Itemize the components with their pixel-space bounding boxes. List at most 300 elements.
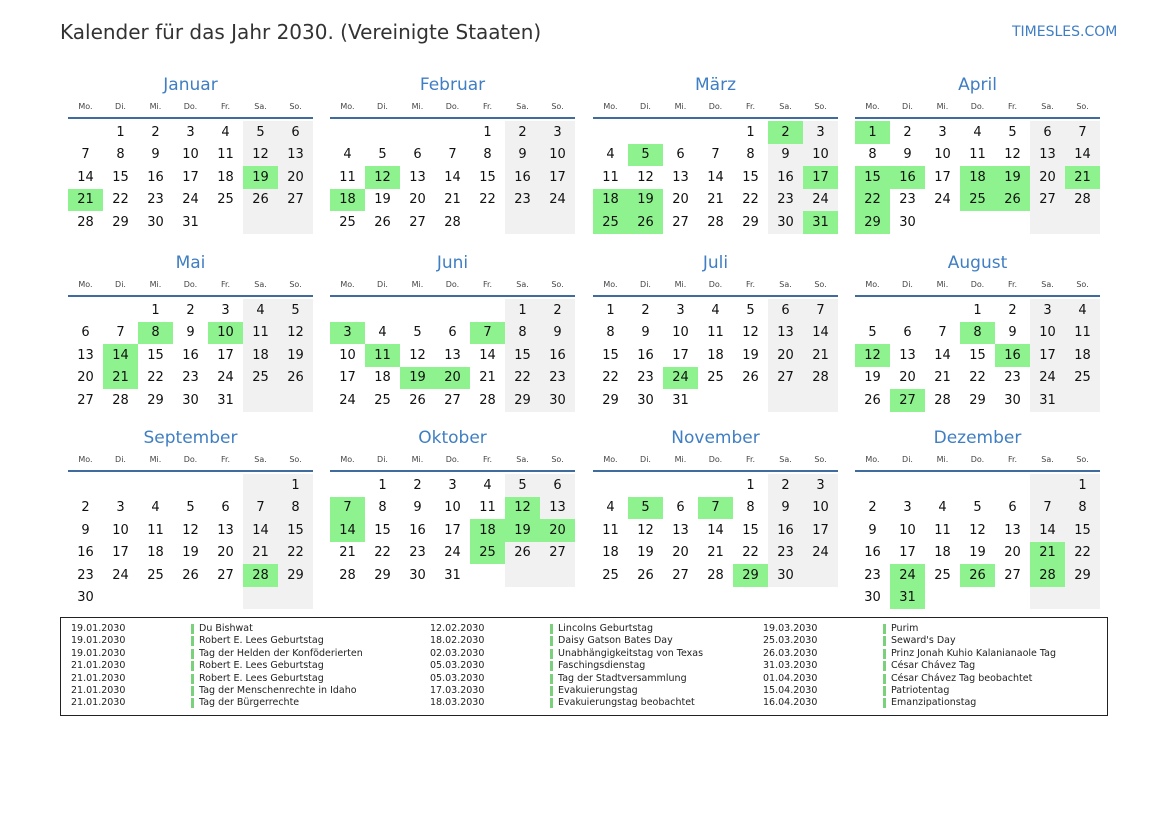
day-cell[interactable]: 24 <box>803 189 838 212</box>
day-cell[interactable]: 24 <box>182 192 199 208</box>
day-cell[interactable]: 2 <box>540 299 575 322</box>
day-cell[interactable]: 23 <box>768 189 803 212</box>
day-cell[interactable]: 21 <box>68 189 103 212</box>
day-cell[interactable]: 5 <box>973 500 982 516</box>
day-cell[interactable]: 7 <box>711 147 720 163</box>
day-cell[interactable]: 11 <box>1065 322 1100 345</box>
day-cell[interactable]: 25 <box>1065 367 1100 390</box>
day-cell[interactable]: 13 <box>444 347 461 363</box>
day-cell[interactable]: 9 <box>151 147 160 163</box>
day-cell[interactable]: 13 <box>672 169 689 185</box>
day-cell[interactable]: 12 <box>182 522 199 538</box>
day-cell[interactable]: 26 <box>278 367 313 390</box>
day-cell[interactable]: 18 <box>593 189 628 212</box>
day-cell[interactable]: 5 <box>746 302 755 318</box>
day-cell[interactable]: 2 <box>81 500 90 516</box>
day-cell[interactable]: 8 <box>746 500 755 516</box>
day-cell[interactable]: 22 <box>602 370 619 386</box>
day-cell[interactable]: 17 <box>899 545 916 561</box>
day-cell[interactable]: 21 <box>707 192 724 208</box>
day-cell[interactable]: 18 <box>470 519 505 542</box>
day-cell[interactable]: 12 <box>243 144 278 167</box>
day-cell[interactable]: 20 <box>435 367 470 390</box>
day-cell[interactable]: 10 <box>112 522 129 538</box>
day-cell[interactable]: 16 <box>182 347 199 363</box>
day-cell[interactable]: 2 <box>641 302 650 318</box>
day-cell[interactable]: 28 <box>77 214 94 230</box>
day-cell[interactable]: 29 <box>742 214 759 230</box>
day-cell[interactable]: 6 <box>81 325 90 341</box>
day-cell[interactable]: 31 <box>803 211 838 234</box>
day-cell[interactable]: 8 <box>606 325 615 341</box>
day-cell[interactable]: 24 <box>890 564 925 587</box>
day-cell[interactable]: 30 <box>77 590 94 606</box>
day-cell[interactable]: 26 <box>628 211 663 234</box>
day-cell[interactable]: 3 <box>221 302 230 318</box>
day-cell[interactable]: 16 <box>768 519 803 542</box>
day-cell[interactable]: 25 <box>339 214 356 230</box>
day-cell[interactable]: 6 <box>1008 500 1017 516</box>
day-cell[interactable]: 20 <box>768 344 803 367</box>
day-cell[interactable]: 19 <box>400 367 435 390</box>
day-cell[interactable]: 24 <box>934 192 951 208</box>
brand-link[interactable]: TIMESLES.COM <box>1012 24 1118 40</box>
day-cell[interactable]: 7 <box>470 322 505 345</box>
day-cell[interactable]: 21 <box>243 542 278 565</box>
day-cell[interactable]: 18 <box>374 370 391 386</box>
day-cell[interactable]: 14 <box>330 519 365 542</box>
day-cell[interactable]: 6 <box>903 325 912 341</box>
day-cell[interactable]: 8 <box>116 147 125 163</box>
day-cell[interactable]: 13 <box>540 497 575 520</box>
day-cell[interactable]: 25 <box>374 392 391 408</box>
day-cell[interactable]: 28 <box>479 392 496 408</box>
day-cell[interactable]: 25 <box>602 567 619 583</box>
day-cell[interactable]: 12 <box>969 522 986 538</box>
day-cell[interactable]: 11 <box>969 147 986 163</box>
day-cell[interactable]: 10 <box>803 497 838 520</box>
day-cell[interactable]: 1 <box>606 302 615 318</box>
day-cell[interactable]: 26 <box>243 189 278 212</box>
day-cell[interactable]: 28 <box>707 214 724 230</box>
day-cell[interactable]: 30 <box>637 392 654 408</box>
day-cell[interactable]: 24 <box>803 542 838 565</box>
day-cell[interactable]: 19 <box>637 545 654 561</box>
day-cell[interactable]: 16 <box>768 166 803 189</box>
day-cell[interactable]: 27 <box>672 214 689 230</box>
day-cell[interactable]: 16 <box>540 344 575 367</box>
day-cell[interactable]: 4 <box>243 299 278 322</box>
day-cell[interactable]: 1 <box>378 477 387 493</box>
day-cell[interactable]: 13 <box>899 347 916 363</box>
day-cell[interactable]: 25 <box>707 370 724 386</box>
day-cell[interactable]: 2 <box>413 477 422 493</box>
day-cell[interactable]: 13 <box>1004 522 1021 538</box>
day-cell[interactable]: 18 <box>217 169 234 185</box>
day-cell[interactable]: 9 <box>413 500 422 516</box>
day-cell[interactable]: 10 <box>208 322 243 345</box>
day-cell[interactable]: 5 <box>868 325 877 341</box>
day-cell[interactable]: 28 <box>1030 564 1065 587</box>
day-cell[interactable]: 2 <box>868 500 877 516</box>
day-cell[interactable]: 19 <box>505 519 540 542</box>
day-cell[interactable]: 17 <box>112 545 129 561</box>
day-cell[interactable]: 30 <box>182 392 199 408</box>
day-cell[interactable]: 17 <box>540 166 575 189</box>
day-cell[interactable]: 4 <box>483 477 492 493</box>
day-cell[interactable]: 28 <box>803 367 838 390</box>
day-cell[interactable]: 15 <box>602 347 619 363</box>
day-cell[interactable]: 28 <box>112 392 129 408</box>
day-cell[interactable]: 5 <box>413 325 422 341</box>
day-cell[interactable]: 4 <box>606 147 615 163</box>
day-cell[interactable]: 1 <box>746 124 755 140</box>
day-cell[interactable]: 5 <box>628 144 663 167</box>
day-cell[interactable]: 7 <box>1030 497 1065 520</box>
day-cell[interactable]: 18 <box>934 545 951 561</box>
day-cell[interactable]: 6 <box>413 147 422 163</box>
day-cell[interactable]: 15 <box>479 169 496 185</box>
day-cell[interactable]: 30 <box>864 590 881 606</box>
day-cell[interactable]: 26 <box>409 392 426 408</box>
day-cell[interactable]: 20 <box>77 370 94 386</box>
day-cell[interactable]: 22 <box>855 189 890 212</box>
day-cell[interactable]: 27 <box>278 189 313 212</box>
day-cell[interactable]: 8 <box>378 500 387 516</box>
day-cell[interactable]: 29 <box>733 564 768 587</box>
day-cell[interactable]: 28 <box>1065 189 1100 212</box>
day-cell[interactable]: 3 <box>330 322 365 345</box>
day-cell[interactable]: 29 <box>112 214 129 230</box>
day-cell[interactable]: 15 <box>278 519 313 542</box>
day-cell[interactable]: 15 <box>505 344 540 367</box>
day-cell[interactable]: 2 <box>768 121 803 144</box>
day-cell[interactable]: 25 <box>147 567 164 583</box>
day-cell[interactable]: 26 <box>505 542 540 565</box>
day-cell[interactable]: 11 <box>217 147 234 163</box>
day-cell[interactable]: 17 <box>217 347 234 363</box>
day-cell[interactable]: 5 <box>628 497 663 520</box>
day-cell[interactable]: 29 <box>278 564 313 587</box>
day-cell[interactable]: 14 <box>934 347 951 363</box>
day-cell[interactable]: 13 <box>672 522 689 538</box>
day-cell[interactable]: 5 <box>278 299 313 322</box>
day-cell[interactable]: 26 <box>374 214 391 230</box>
day-cell[interactable]: 20 <box>540 519 575 542</box>
day-cell[interactable]: 1 <box>1065 474 1100 497</box>
day-cell[interactable]: 4 <box>711 302 720 318</box>
day-cell[interactable]: 21 <box>1065 166 1100 189</box>
day-cell[interactable]: 18 <box>1065 344 1100 367</box>
day-cell[interactable]: 25 <box>217 192 234 208</box>
day-cell[interactable]: 15 <box>374 522 391 538</box>
day-cell[interactable]: 13 <box>217 522 234 538</box>
day-cell[interactable]: 26 <box>182 567 199 583</box>
day-cell[interactable]: 18 <box>243 344 278 367</box>
day-cell[interactable]: 8 <box>746 147 755 163</box>
day-cell[interactable]: 30 <box>1004 392 1021 408</box>
day-cell[interactable]: 20 <box>409 192 426 208</box>
day-cell[interactable]: 5 <box>505 474 540 497</box>
day-cell[interactable]: 5 <box>243 121 278 144</box>
day-cell[interactable]: 24 <box>112 567 129 583</box>
day-cell[interactable]: 2 <box>186 302 195 318</box>
day-cell[interactable]: 11 <box>339 169 356 185</box>
day-cell[interactable]: 22 <box>969 370 986 386</box>
day-cell[interactable]: 1 <box>116 124 125 140</box>
day-cell[interactable]: 17 <box>182 169 199 185</box>
day-cell[interactable]: 4 <box>938 500 947 516</box>
day-cell[interactable]: 4 <box>378 325 387 341</box>
day-cell[interactable]: 17 <box>444 522 461 538</box>
day-cell[interactable]: 19 <box>628 189 663 212</box>
day-cell[interactable]: 20 <box>1030 166 1065 189</box>
day-cell[interactable]: 11 <box>147 522 164 538</box>
day-cell[interactable]: 15 <box>855 166 890 189</box>
day-cell[interactable]: 31 <box>672 392 689 408</box>
day-cell[interactable]: 17 <box>1030 344 1065 367</box>
day-cell[interactable]: 3 <box>186 124 195 140</box>
day-cell[interactable]: 27 <box>890 389 925 412</box>
day-cell[interactable]: 31 <box>1030 389 1065 412</box>
day-cell[interactable]: 16 <box>147 169 164 185</box>
day-cell[interactable]: 1 <box>278 474 313 497</box>
day-cell[interactable]: 8 <box>505 322 540 345</box>
day-cell[interactable]: 24 <box>1030 367 1065 390</box>
day-cell[interactable]: 20 <box>217 545 234 561</box>
day-cell[interactable]: 10 <box>540 144 575 167</box>
day-cell[interactable]: 21 <box>479 370 496 386</box>
day-cell[interactable]: 15 <box>112 169 129 185</box>
day-cell[interactable]: 27 <box>1030 189 1065 212</box>
day-cell[interactable]: 29 <box>147 392 164 408</box>
day-cell[interactable]: 6 <box>278 121 313 144</box>
day-cell[interactable]: 28 <box>707 567 724 583</box>
day-cell[interactable]: 14 <box>444 169 461 185</box>
day-cell[interactable]: 7 <box>116 325 125 341</box>
day-cell[interactable]: 15 <box>147 347 164 363</box>
day-cell[interactable]: 17 <box>672 347 689 363</box>
day-cell[interactable]: 10 <box>339 347 356 363</box>
day-cell[interactable]: 3 <box>903 500 912 516</box>
day-cell[interactable]: 15 <box>742 522 759 538</box>
day-cell[interactable]: 23 <box>147 192 164 208</box>
day-cell[interactable]: 29 <box>1065 564 1100 587</box>
day-cell[interactable]: 15 <box>1065 519 1100 542</box>
day-cell[interactable]: 30 <box>540 389 575 412</box>
day-cell[interactable]: 10 <box>444 500 461 516</box>
day-cell[interactable]: 24 <box>540 189 575 212</box>
day-cell[interactable]: 10 <box>899 522 916 538</box>
day-cell[interactable]: 16 <box>505 166 540 189</box>
day-cell[interactable]: 9 <box>768 144 803 167</box>
day-cell[interactable]: 23 <box>1004 370 1021 386</box>
day-cell[interactable]: 7 <box>330 497 365 520</box>
day-cell[interactable]: 11 <box>602 169 619 185</box>
day-cell[interactable]: 3 <box>803 121 838 144</box>
day-cell[interactable]: 25 <box>934 567 951 583</box>
day-cell[interactable]: 12 <box>742 325 759 341</box>
day-cell[interactable]: 1 <box>505 299 540 322</box>
day-cell[interactable]: 30 <box>768 564 803 587</box>
day-cell[interactable]: 13 <box>1030 144 1065 167</box>
day-cell[interactable]: 10 <box>934 147 951 163</box>
day-cell[interactable]: 14 <box>1030 519 1065 542</box>
day-cell[interactable]: 19 <box>969 545 986 561</box>
day-cell[interactable]: 6 <box>448 325 457 341</box>
day-cell[interactable]: 2 <box>505 121 540 144</box>
day-cell[interactable]: 22 <box>112 192 129 208</box>
day-cell[interactable]: 21 <box>339 545 356 561</box>
day-cell[interactable]: 3 <box>1030 299 1065 322</box>
day-cell[interactable]: 11 <box>934 522 951 538</box>
day-cell[interactable]: 3 <box>540 121 575 144</box>
day-cell[interactable]: 9 <box>868 522 877 538</box>
day-cell[interactable]: 20 <box>278 166 313 189</box>
day-cell[interactable]: 29 <box>602 392 619 408</box>
day-cell[interactable]: 19 <box>742 347 759 363</box>
day-cell[interactable]: 31 <box>217 392 234 408</box>
day-cell[interactable]: 14 <box>707 522 724 538</box>
day-cell[interactable]: 20 <box>1004 545 1021 561</box>
day-cell[interactable]: 25 <box>593 211 628 234</box>
day-cell[interactable]: 10 <box>672 325 689 341</box>
day-cell[interactable]: 23 <box>540 367 575 390</box>
day-cell[interactable]: 25 <box>243 367 278 390</box>
day-cell[interactable]: 5 <box>378 147 387 163</box>
day-cell[interactable]: 8 <box>278 497 313 520</box>
day-cell[interactable]: 6 <box>676 500 685 516</box>
day-cell[interactable]: 30 <box>768 211 803 234</box>
day-cell[interactable]: 4 <box>343 147 352 163</box>
day-cell[interactable]: 21 <box>444 192 461 208</box>
day-cell[interactable]: 22 <box>278 542 313 565</box>
day-cell[interactable]: 22 <box>479 192 496 208</box>
day-cell[interactable]: 4 <box>973 124 982 140</box>
day-cell[interactable]: 21 <box>103 367 138 390</box>
day-cell[interactable]: 8 <box>1065 497 1100 520</box>
day-cell[interactable]: 16 <box>77 545 94 561</box>
day-cell[interactable]: 22 <box>147 370 164 386</box>
day-cell[interactable]: 29 <box>969 392 986 408</box>
day-cell[interactable]: 9 <box>505 144 540 167</box>
day-cell[interactable]: 22 <box>742 545 759 561</box>
day-cell[interactable]: 13 <box>768 322 803 345</box>
day-cell[interactable]: 5 <box>1008 124 1017 140</box>
day-cell[interactable]: 23 <box>864 567 881 583</box>
day-cell[interactable]: 27 <box>77 392 94 408</box>
day-cell[interactable]: 27 <box>409 214 426 230</box>
day-cell[interactable]: 7 <box>803 299 838 322</box>
day-cell[interactable]: 18 <box>602 545 619 561</box>
day-cell[interactable]: 12 <box>365 166 400 189</box>
day-cell[interactable]: 13 <box>77 347 94 363</box>
day-cell[interactable]: 8 <box>138 322 173 345</box>
day-cell[interactable]: 13 <box>409 169 426 185</box>
day-cell[interactable]: 12 <box>278 322 313 345</box>
day-cell[interactable]: 21 <box>707 545 724 561</box>
day-cell[interactable]: 1 <box>151 302 160 318</box>
day-cell[interactable]: 8 <box>960 322 995 345</box>
day-cell[interactable]: 22 <box>505 367 540 390</box>
day-cell[interactable]: 8 <box>483 147 492 163</box>
day-cell[interactable]: 12 <box>637 169 654 185</box>
day-cell[interactable]: 12 <box>637 522 654 538</box>
day-cell[interactable]: 24 <box>339 392 356 408</box>
day-cell[interactable]: 16 <box>864 545 881 561</box>
day-cell[interactable]: 2 <box>903 124 912 140</box>
day-cell[interactable]: 25 <box>960 189 995 212</box>
day-cell[interactable]: 6 <box>221 500 230 516</box>
day-cell[interactable]: 2 <box>151 124 160 140</box>
day-cell[interactable]: 27 <box>540 542 575 565</box>
day-cell[interactable]: 14 <box>243 519 278 542</box>
day-cell[interactable]: 28 <box>339 567 356 583</box>
day-cell[interactable]: 3 <box>116 500 125 516</box>
day-cell[interactable]: 11 <box>479 500 496 516</box>
day-cell[interactable]: 14 <box>479 347 496 363</box>
day-cell[interactable]: 23 <box>768 542 803 565</box>
day-cell[interactable]: 12 <box>409 347 426 363</box>
day-cell[interactable]: 26 <box>742 370 759 386</box>
day-cell[interactable]: 23 <box>637 370 654 386</box>
day-cell[interactable]: 9 <box>641 325 650 341</box>
day-cell[interactable]: 2 <box>1008 302 1017 318</box>
day-cell[interactable]: 5 <box>186 500 195 516</box>
day-cell[interactable]: 27 <box>768 367 803 390</box>
day-cell[interactable]: 23 <box>899 192 916 208</box>
day-cell[interactable]: 12 <box>505 497 540 520</box>
day-cell[interactable]: 1 <box>746 477 755 493</box>
day-cell[interactable]: 14 <box>77 169 94 185</box>
day-cell[interactable]: 3 <box>676 302 685 318</box>
day-cell[interactable]: 30 <box>899 214 916 230</box>
day-cell[interactable]: 21 <box>1030 542 1065 565</box>
day-cell[interactable]: 26 <box>864 392 881 408</box>
day-cell[interactable]: 20 <box>672 545 689 561</box>
day-cell[interactable]: 22 <box>742 192 759 208</box>
day-cell[interactable]: 22 <box>374 545 391 561</box>
day-cell[interactable]: 28 <box>934 392 951 408</box>
day-cell[interactable]: 9 <box>903 147 912 163</box>
day-cell[interactable]: 27 <box>444 392 461 408</box>
day-cell[interactable]: 10 <box>1030 322 1065 345</box>
day-cell[interactable]: 1 <box>855 121 890 144</box>
day-cell[interactable]: 30 <box>409 567 426 583</box>
day-cell[interactable]: 23 <box>77 567 94 583</box>
day-cell[interactable]: 28 <box>243 564 278 587</box>
day-cell[interactable]: 31 <box>444 567 461 583</box>
day-cell[interactable]: 11 <box>365 344 400 367</box>
day-cell[interactable]: 18 <box>960 166 995 189</box>
day-cell[interactable]: 10 <box>803 144 838 167</box>
day-cell[interactable]: 25 <box>470 542 505 565</box>
day-cell[interactable]: 3 <box>803 474 838 497</box>
day-cell[interactable]: 11 <box>707 325 724 341</box>
day-cell[interactable]: 13 <box>278 144 313 167</box>
day-cell[interactable]: 26 <box>995 189 1030 212</box>
day-cell[interactable]: 7 <box>243 497 278 520</box>
day-cell[interactable]: 9 <box>540 322 575 345</box>
day-cell[interactable]: 6 <box>676 147 685 163</box>
day-cell[interactable]: 24 <box>444 545 461 561</box>
day-cell[interactable]: 27 <box>217 567 234 583</box>
day-cell[interactable]: 21 <box>803 344 838 367</box>
day-cell[interactable]: 14 <box>803 322 838 345</box>
day-cell[interactable]: 4 <box>221 124 230 140</box>
day-cell[interactable]: 7 <box>938 325 947 341</box>
day-cell[interactable]: 9 <box>1008 325 1017 341</box>
